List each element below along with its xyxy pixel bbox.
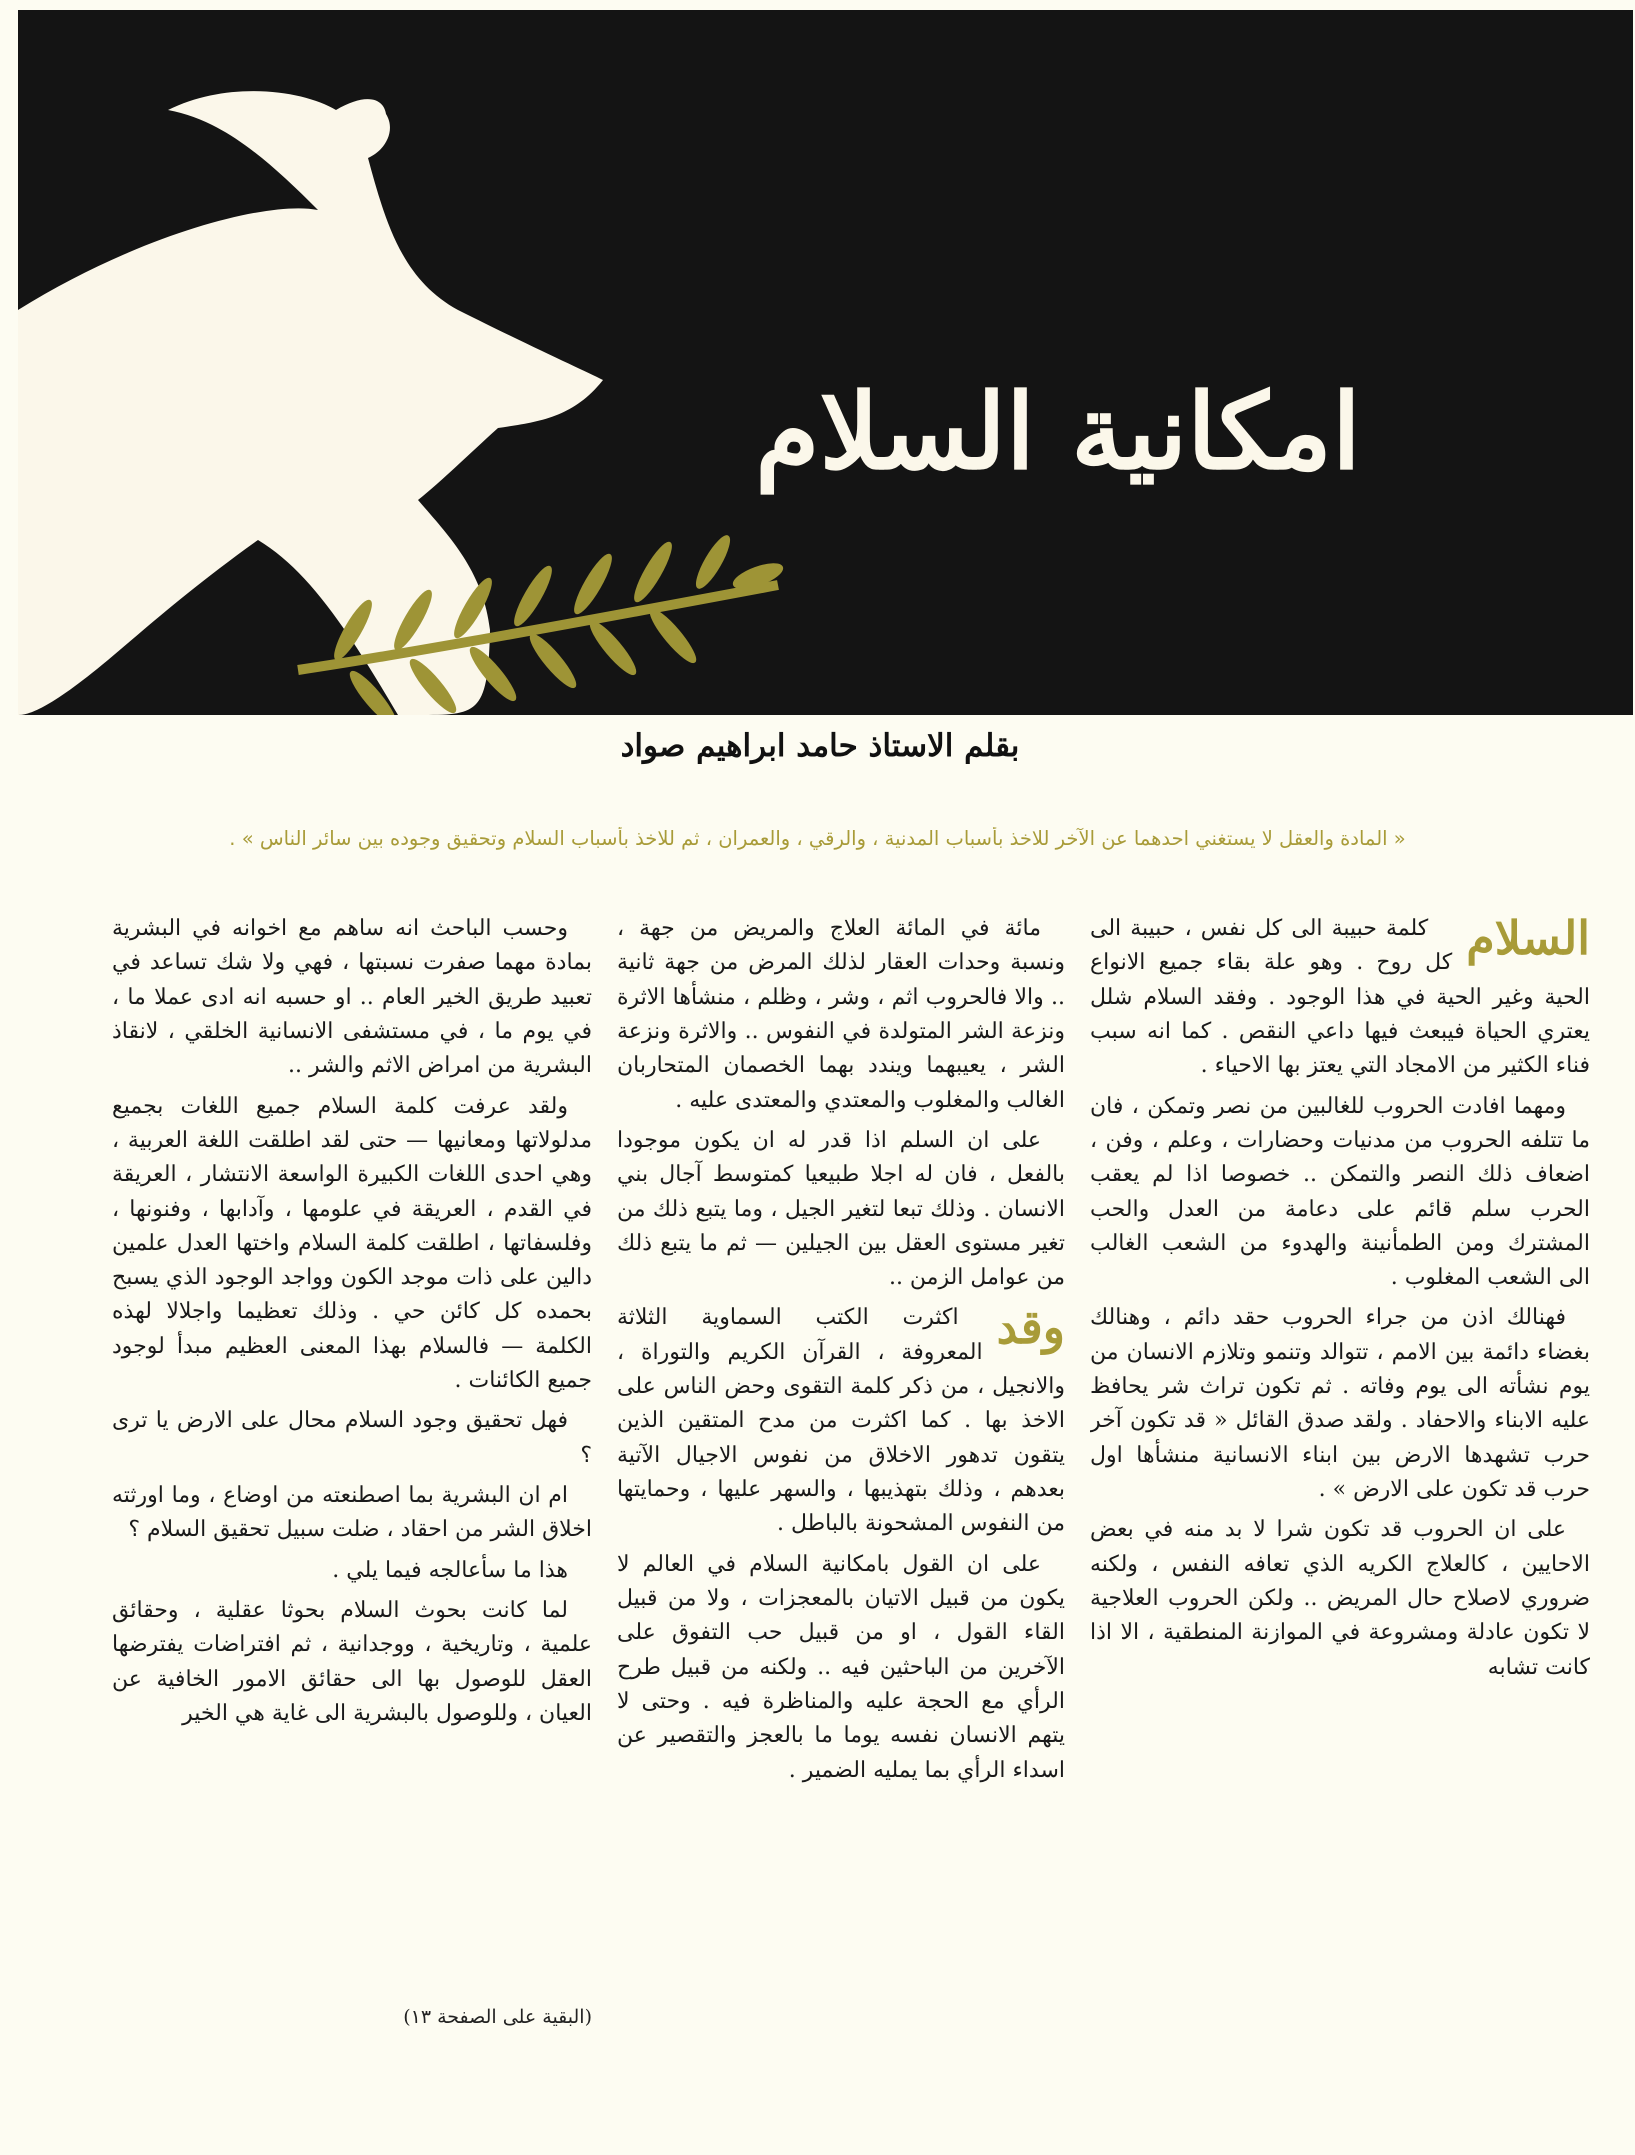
- paragraph: اكثرت الكتب السماوية الثلاثة المعروفة ، القرآن الكريم والتوراة ، والانجيل ، من ذكر كلمة التقوى وحض الناس على الاخذ بها . كما اكثرت من مدح المتقين الذين يتقون تدهور الاخلاق من نفوس الاجيال الآتية بعدهم ، وذلك بتهذيبها ، والسهر عليها ، وحمايتها من النفوس المشحونة بالباطل .: [617, 1305, 1065, 1537]
- paragraph: كلمة حبيبة الى كل نفس ، حبيبة الى كل روح . وهو علة بقاء جميع الانواع الحية وغير الحية في هذا الوجود . وفقد السلام شلل يعتري الحياة فيبعث فيها داعي النقص . كما انه سبب فناء الكثير من الامجاد التي يعتز بها الاحياء .: [1090, 916, 1590, 1079]
- header-banner: [18, 10, 1633, 715]
- author-byline: بقلم الاستاذ حامد ابراهيم صواد: [620, 728, 1020, 764]
- paragraph: فهل تحقيق وجود السلام محال على الارض يا ترى ؟: [112, 1408, 592, 1468]
- intro-quote: « المادة والعقل لا يستغني احدهما عن الآخر للاخذ بأسباب المدنية ، والرقي ، والعمران ، ثم للاخذ بأسباب السلام وتحقيق وجوده بين سائر الناس » .: [229, 827, 1406, 850]
- dove-icon: [18, 10, 798, 715]
- paragraph: وحسب الباحث انه ساهم مع اخوانه في البشرية بمادة مهما صفرت نسبتها ، فهي ولا شك تساعد في تعبيد طريق الخير العام .. او حسبه انه ادى عملا ما ، في يوم ما ، في مستشفى الانسانية الخلقي ، لانقاذ البشرية من امراض الاثم والشر ..: [112, 916, 592, 1079]
- paragraph: لما كانت بحوث السلام بحوثا عقلية ، وحقائق علمية ، وتاريخية ، ووجدانية ، ثم افتراضات يفترضها العقل للوصول بها الى حقائق الامور الخافية عن العيان ، وللوصول بالبشرية الى غاية هي الخير: [112, 1597, 592, 1726]
- dropcap-word: وقد: [996, 1300, 1065, 1355]
- paragraph: على ان الحروب قد تكون شرا لا بد منه في بعض الاحايين ، كالعلاج الكريه الذي تعافه النفس ، ولكنه ضروري لاصلاح حال المريض .. ولكن الحروب العلاجية لا تكون عادلة ومشروعة في الموازنة المنطقية ، الا اذا كانت تشابه: [1090, 1517, 1590, 1680]
- dropcap-word: السلام: [1466, 912, 1590, 965]
- article-column-1: [1090, 912, 1590, 1992]
- paragraph: ولقد عرفت كلمة السلام جميع اللغات بجميع مدلولاتها ومعانيها — حتى لقد اطلقت اللغة العربية ، وهي احدى اللغات الكبيرة الواسعة الانتشار ، العريقة في القدم ، العريقة في علومها ، وآدابها ، وفنونها ، وفلسفاتها ، اطلقت كلمة السلام واختها العدل علمين دالين على ذات موجد الكون وواجد الوجود الذي يسبح بحمده كل كائن حي . وذلك تعظيما واجلالا لهذه الكلمة — فالسلام بهذا المعنى العظيم مبدأ لوجود جميع الكائنات .: [112, 1093, 592, 1394]
- article-title: امكانية السلام: [755, 370, 1361, 493]
- article-column-3: [112, 912, 592, 1992]
- continuation-note: (البقية على الصفحة ١٣): [403, 2006, 592, 2028]
- article-column-2: [617, 912, 1065, 1992]
- paragraph: على ان القول بامكانية السلام في العالم لا يكون من قبيل الاتيان بالمعجزات ، ولا من قبيل القاء القول ، او من قبيل حب التفوق على الآخرين من الباحثين فيه .. ولكنه من قبيل طرح الرأي مع الحجة عليه والمناظرة فيه . وحتى لا يتهم الانسان نفسه يوما ما بالعجز والتقصير عن اسداء الرأي بما يمليه الضمير .: [617, 1551, 1065, 1783]
- paragraph: ام ان البشرية بما اصطنعته من اوضاع ، وما اورثته اخلاق الشر من احقاد ، ضلت سبيل تحقيق السلام ؟: [112, 1483, 592, 1543]
- paragraph: على ان السلم اذا قدر له ان يكون موجودا بالفعل ، فان له اجلا طبيعيا كمتوسط آجال بني الانسان . وذلك تبعا لتغير الجيل ، وما يتبع ذلك من تغير مستوى العقل بين الجيلين — ثم ما يتبع ذلك من عوامل الزمن ..: [617, 1127, 1065, 1291]
- paragraph: ومهما افادت الحروب للغالبين من نصر وتمكن ، فان ما تتلفه الحروب من مدنيات وحضارات ، وعلم ، وفن ، اضعاف ذلك النصر والتمكن .. خصوصا اذا لم يعقب الحرب سلم قائم على دعامة من العدل والحب المشترك ومن الطمأنينة والهدوء من الشعب الغالب الى الشعب المغلوب .: [1090, 1093, 1590, 1291]
- paragraph: مائة في المائة العلاج والمريض من جهة ، ونسبة وحدات العقار لذلك المرض من جهة ثانية .. والا فالحروب اثم ، وشر ، وظلم ، منشأها الاثرة ونزعة الشر المتولدة في النفوس .. والاثرة ونزعة الشر ، يعيبهما ويندد بهما الخصمان المتحاربان الغالب والمغلوب والمعتدي والمعتدى عليه .: [617, 916, 1065, 1113]
- paragraph: فهنالك اذن من جراء الحروب حقد دائم ، وهنالك بغضاء دائمة بين الامم ، تتوالد وتنمو وتلازم الانسان من يوم نشأته الى يوم وفاته . ثم تكون تراث شر يحافظ عليه الابناء والاحفاد . ولقد صدق القائل « قد تكون آخر حرب تشهدها الارض بين ابناء الانسانية منشأها اول حرب قد تكون على الارض » .: [1090, 1305, 1590, 1502]
- paragraph: هذا ما سأعالجه فيما يلي .: [332, 1557, 568, 1583]
